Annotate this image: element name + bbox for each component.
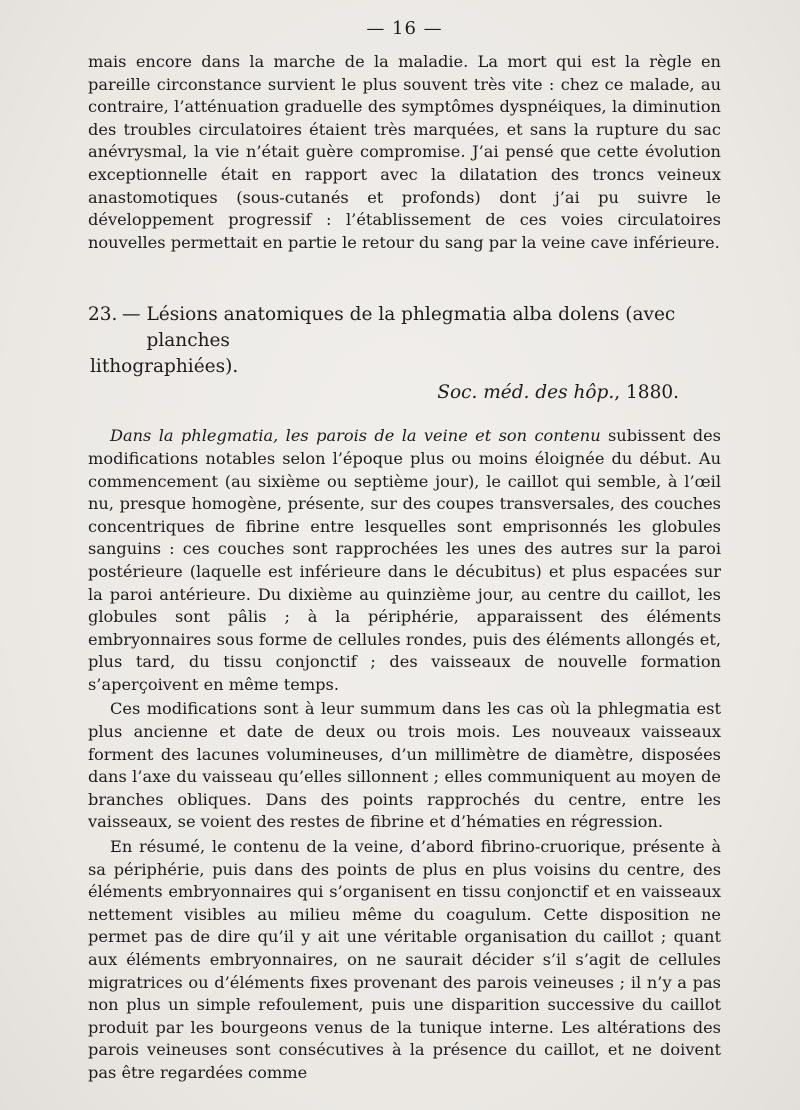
body-paragraph-2: Ces modifications sont à leur summum dans les cas où la phlegmatia est plus ancienne et date de deux ou trois mois. Les nouveaux vaisseaux forment des lacunes volumineuses, d’un millimètre de diamètre, disposées dans l’axe du vaisseau qu’elles sillonnent ; elles communiquent au moyen de branches obliques. Dans des points rapprochés du centre, entre les vaisseaux, se voient des restes de fibrine et d’hématies en régression. — [88, 699, 721, 832]
entry-heading — [88, 302, 721, 380]
entry-title-line — [88, 302, 721, 354]
body-paragraph-1-text: subissent des modifications notables selon l’époque plus ou moins éloignée du début. Au commencement (au sixième ou septième jour), le caillot qui semble, à l’œil nu, presque homogène, présente, sur des coupes transversales, des couches concentriques de fibrine entre lesquelles sont emprisonnés les globules sanguins : ces couches sont rapprochées les unes des autres sur la paroi postérieure (laquelle est inférieure dans le décubitus) et plus espacées sur la paroi antérieure. Du dixième au quinzième jour, au centre du caillot, les globules sont pâlis ; à la périphérie, apparaissent des éléments embryonnaires sous forme de cellules rondes, puis des éléments allongés et, plus tard, du tissu conjonctif ; des vaisseaux de nouvelle formation s’aperçoivent en même temps. — [88, 426, 721, 694]
citation-journal: Soc. méd. des hôp. — [437, 382, 615, 404]
citation-year: , 1880. — [614, 382, 679, 404]
body-paragraph-1-italic: Dans la phlegmatia, les parois de la veine et son contenu — [110, 426, 601, 446]
entry-title-line2: lithographiées). — [90, 356, 239, 378]
body-paragraph-3: En résumé, le contenu de la veine, d’abord fibrino-cruorique, présente à sa périphérie, puis dans des points de plus en plus voisins du centre, des éléments embryonnaires qui s’organisent en tissu conjonctif et en vaisseaux nettement visibles au milieu même du coagulum. Cette disposition ne permet pas de dire qu’il y ait une véritable organisation du caillot ; quant aux éléments embryonnaires, on ne saurait décider s’il s’agit de cellules migratrices ou d’éléments fixes provenant des parois veineuses ; il n’y a pas non plus un simple refoulement, puis une disparition successive du caillot produit par les bourgeons venus de la tunique interne. Les altérations des parois veineuses sont consécutives à la présence du caillot, et ne doivent pas être regardées comme — [88, 837, 721, 1082]
intro-paragraph: mais encore dans la marche de la maladie. La mort qui est la règle en pareille circonstance survient le plus souvent très vite : chez ce malade, au contraire, l’atténuation graduelle des symptômes dyspnéiques, la diminution des troubles circulatoires étaient très marquées, et sans la rupture du sac anévrysmal, la vie n’était guère compromise. J’ai pensé que cette évolution exceptionnelle était en rapport avec la dilatation des troncs veineux anastomotiques (sous-cutanés et profonds) dont j’ai pu suivre le développement progressif : l’établissement de ces voies circulatoires nouvelles permettait en partie le retour du sang par la veine cave inférieure. — [88, 52, 721, 252]
citation — [88, 382, 721, 403]
page-number: — 16 — — [366, 18, 443, 39]
entry-dash: — — [122, 304, 141, 326]
body-paragraph-1 — [88, 425, 721, 696]
entry-body — [88, 425, 721, 1084]
entry-title-line1: Lésions anatomiques de la phlegmatia alba dolens (avec planches — [146, 304, 676, 352]
entry-number: 23. — [88, 304, 118, 326]
